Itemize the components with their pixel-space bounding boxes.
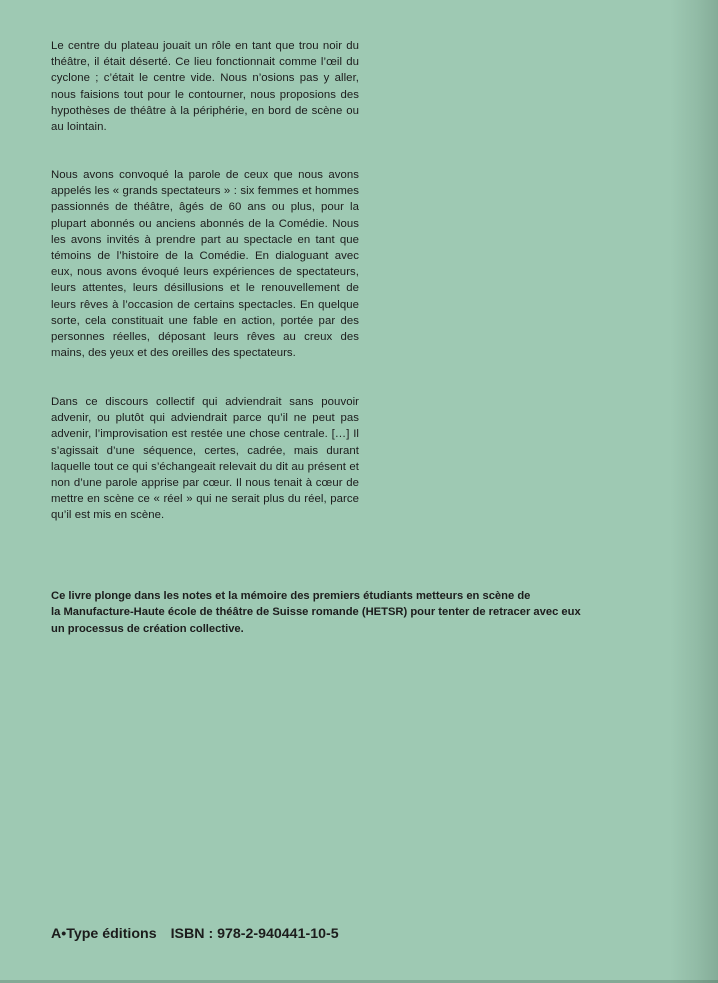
publisher-name: A•Type éditions <box>51 926 157 942</box>
quote-paragraph-2: Nous avons convoqué la parole de ceux que nous avons appelés les « grands spectateurs » : six femmes et hommes passionnés de théâtre, âgés de 60 ans ou plus, pour la plupart abonnés ou anciens abonnés de la Comédie. Nous les avons invités à prendre part au spectacle en tant que témoins de l’histoire de la Comédie. En dialoguant avec eux, nous avons évoqué leurs expériences de spectateurs, leurs attentes, leurs désillusions et le renouvellement de leurs rêves à l’occasion de certains spectacles. En quelque sorte, cela constituait une fable en action, portée par des personnes réelles, déposant leurs rêves au creux des mains, des yeux et des oreilles des spectateurs. <box>51 169 359 360</box>
quote-paragraph-3: Dans ce discours collectif qui adviendrait sans pouvoir advenir, ou plutôt qui adviendrait parce qu’il ne peut pas advenir, l’improvisation est restée une chose centrale. […] Il s’agissait d’une séquence, certes, cadrée, mais durant laquelle tout ce qui s’échangeait relevait du dit au présent et non d’une parole apprise par cœur. Il nous tenait à cœur de mettre en scène ce « réel » qui ne serait plus du réel, parce qu’il est mis en scène. <box>51 396 359 522</box>
book-summary <box>51 588 611 637</box>
summary-line-1: Ce livre plonge dans les notes et la mémoire des premiers étudiants metteurs en scène de <box>51 590 531 602</box>
summary-line-2: la Manufacture-Haute école de théâtre de Suisse romande (HETSR) pour tenter de retracer avec eux <box>51 606 581 619</box>
isbn-number: ISBN : 978-2-940441-10-5 <box>170 926 339 942</box>
imprint <box>51 926 339 942</box>
quote-paragraph-1: Le centre du plateau jouait un rôle en tant que trou noir du théâtre, il était déserté. Ce lieu fonctionnait comme l’œil du cyclone ; c’était le centre vide. Nous n’osions pas y aller, nous faisions tout pour le contourner, nous proposions des hypothèses de théâtre à la périphérie, en bord de scène ou au lointain. <box>51 40 359 134</box>
summary-line-3: un processus de création collective. <box>51 622 244 635</box>
spine-shadow <box>670 0 718 983</box>
